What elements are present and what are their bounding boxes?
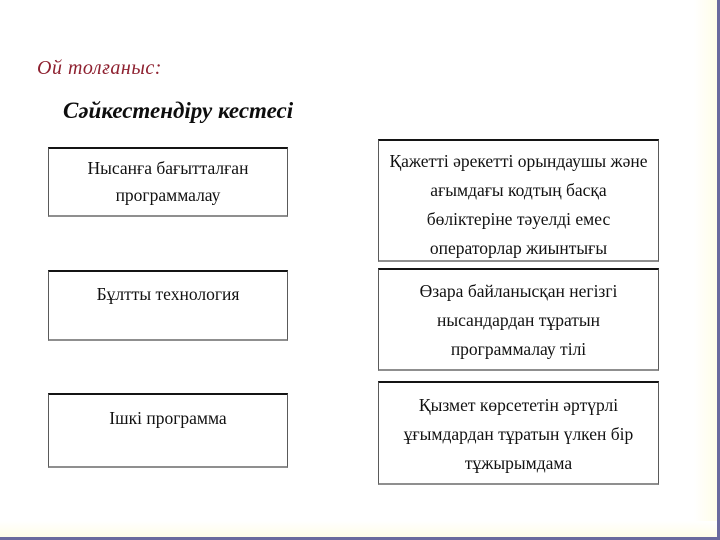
match-definition-box-2: Өзара байланысқан негізгі нысандардан тұратын программалау тілі bbox=[378, 268, 659, 371]
match-definition-box-1: Қажетті әрекетті орындаушы және ағымдағы кодтың басқа бөліктеріне тәуелді емес операторлар жиынтығы bbox=[378, 139, 659, 262]
match-definition-box-3: Қызмет көрсететін әртүрлі ұғымдардан тұратын үлкен бір тұжырымдама bbox=[378, 381, 659, 485]
match-term-box-1: Нысанға бағытталған программалау bbox=[48, 147, 288, 217]
right-margin-strip bbox=[694, 0, 717, 540]
match-term-box-2: Бұлтты технология bbox=[48, 270, 288, 341]
bottom-margin-strip bbox=[0, 521, 720, 537]
lesson-stage-heading: Ой толғаныс: bbox=[37, 57, 162, 79]
slide-title: Сәйкестендіру кестесі bbox=[63, 98, 294, 123]
match-term-box-3: Ішкі программа bbox=[48, 393, 288, 468]
